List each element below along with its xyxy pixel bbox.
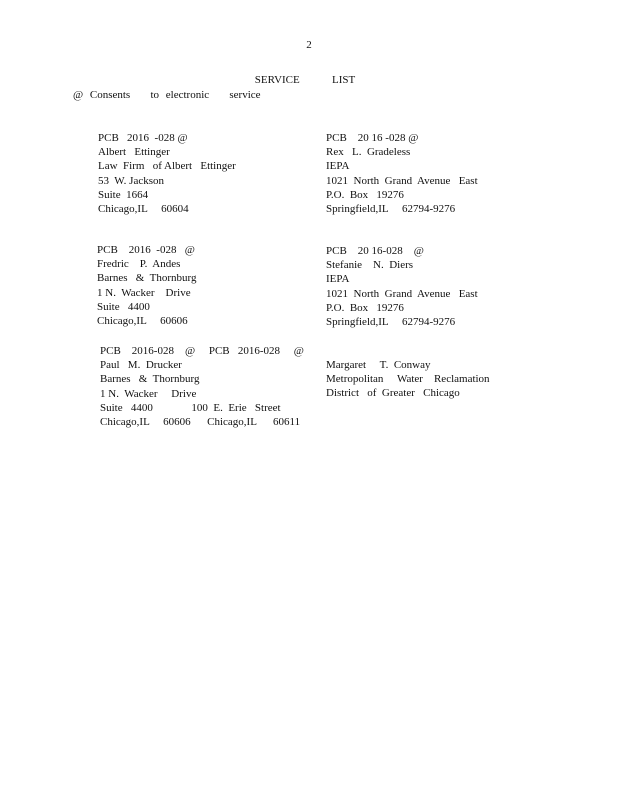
city-state-zip: Chicago,IL 60606	[97, 315, 188, 328]
contact-name: Margaret T. Conway	[326, 359, 431, 371]
address-line: 53 W. Jackson	[98, 174, 164, 187]
organization: Law Firm of Albert Ettinger	[98, 160, 236, 173]
organization: IEPA	[326, 160, 350, 173]
address-line: Suite 1664	[98, 188, 149, 201]
case-number: PCB 20 16 -028 @	[326, 132, 419, 144]
address-line: Suite 4400 100 E. Erie Street	[100, 401, 281, 414]
case-number: PCB 20 16-028 @	[326, 245, 424, 257]
case-number: PCB 2016-028 @ PCB 2016-028 @	[100, 345, 304, 357]
service-entry-gradeless	[326, 131, 478, 216]
address-line: P.O. Box 19276	[326, 301, 404, 314]
service-entry-ettinger	[98, 131, 236, 216]
organization: Barnes & Thornburg	[100, 373, 200, 386]
address-line: 1021 North Grand Avenue East	[326, 174, 478, 187]
address-line: 1021 North Grand Avenue East	[326, 287, 478, 300]
address-line: P.O. Box 19276	[326, 188, 404, 201]
service-entry-conway	[326, 358, 490, 401]
contact-name: Stefanie N. Diers	[326, 259, 414, 272]
city-state-zip: Springfield,IL 62794-9276	[326, 203, 456, 216]
city-state-zip: Chicago,IL 60606 Chicago,IL 60611	[100, 416, 301, 429]
page-number: 2	[306, 39, 312, 51]
contact-name: Albert Ettinger	[98, 146, 170, 159]
address-line: 1 N. Wacker Drive	[100, 387, 197, 400]
organization: IEPA	[326, 273, 350, 286]
service-entry-andes	[97, 243, 197, 328]
contact-name: Fredric P. Andes	[97, 258, 181, 271]
case-number: PCB 2016 -028 @	[98, 132, 188, 144]
case-number: PCB 2016 -028 @	[97, 244, 195, 256]
organization: Barnes & Thornburg	[97, 272, 197, 285]
page-title: SERVICE LIST	[254, 74, 356, 86]
service-entry-drucker	[100, 344, 304, 429]
contact-name: Paul M. Drucker	[100, 359, 182, 372]
organization: Metropolitan Water Reclamation	[326, 373, 490, 386]
address-line: Suite 4400	[97, 300, 150, 313]
consent-note: @ Consents to electronic service	[73, 89, 261, 101]
service-entry-diers	[326, 244, 478, 329]
address-line: 1 N. Wacker Drive	[97, 286, 191, 299]
city-state-zip: Chicago,IL 60604	[98, 203, 189, 216]
city-state-zip: Springfield,IL 62794-9276	[326, 316, 456, 329]
contact-name: Rex L. Gradeless	[326, 146, 411, 159]
organization: District of Greater Chicago	[326, 387, 460, 400]
